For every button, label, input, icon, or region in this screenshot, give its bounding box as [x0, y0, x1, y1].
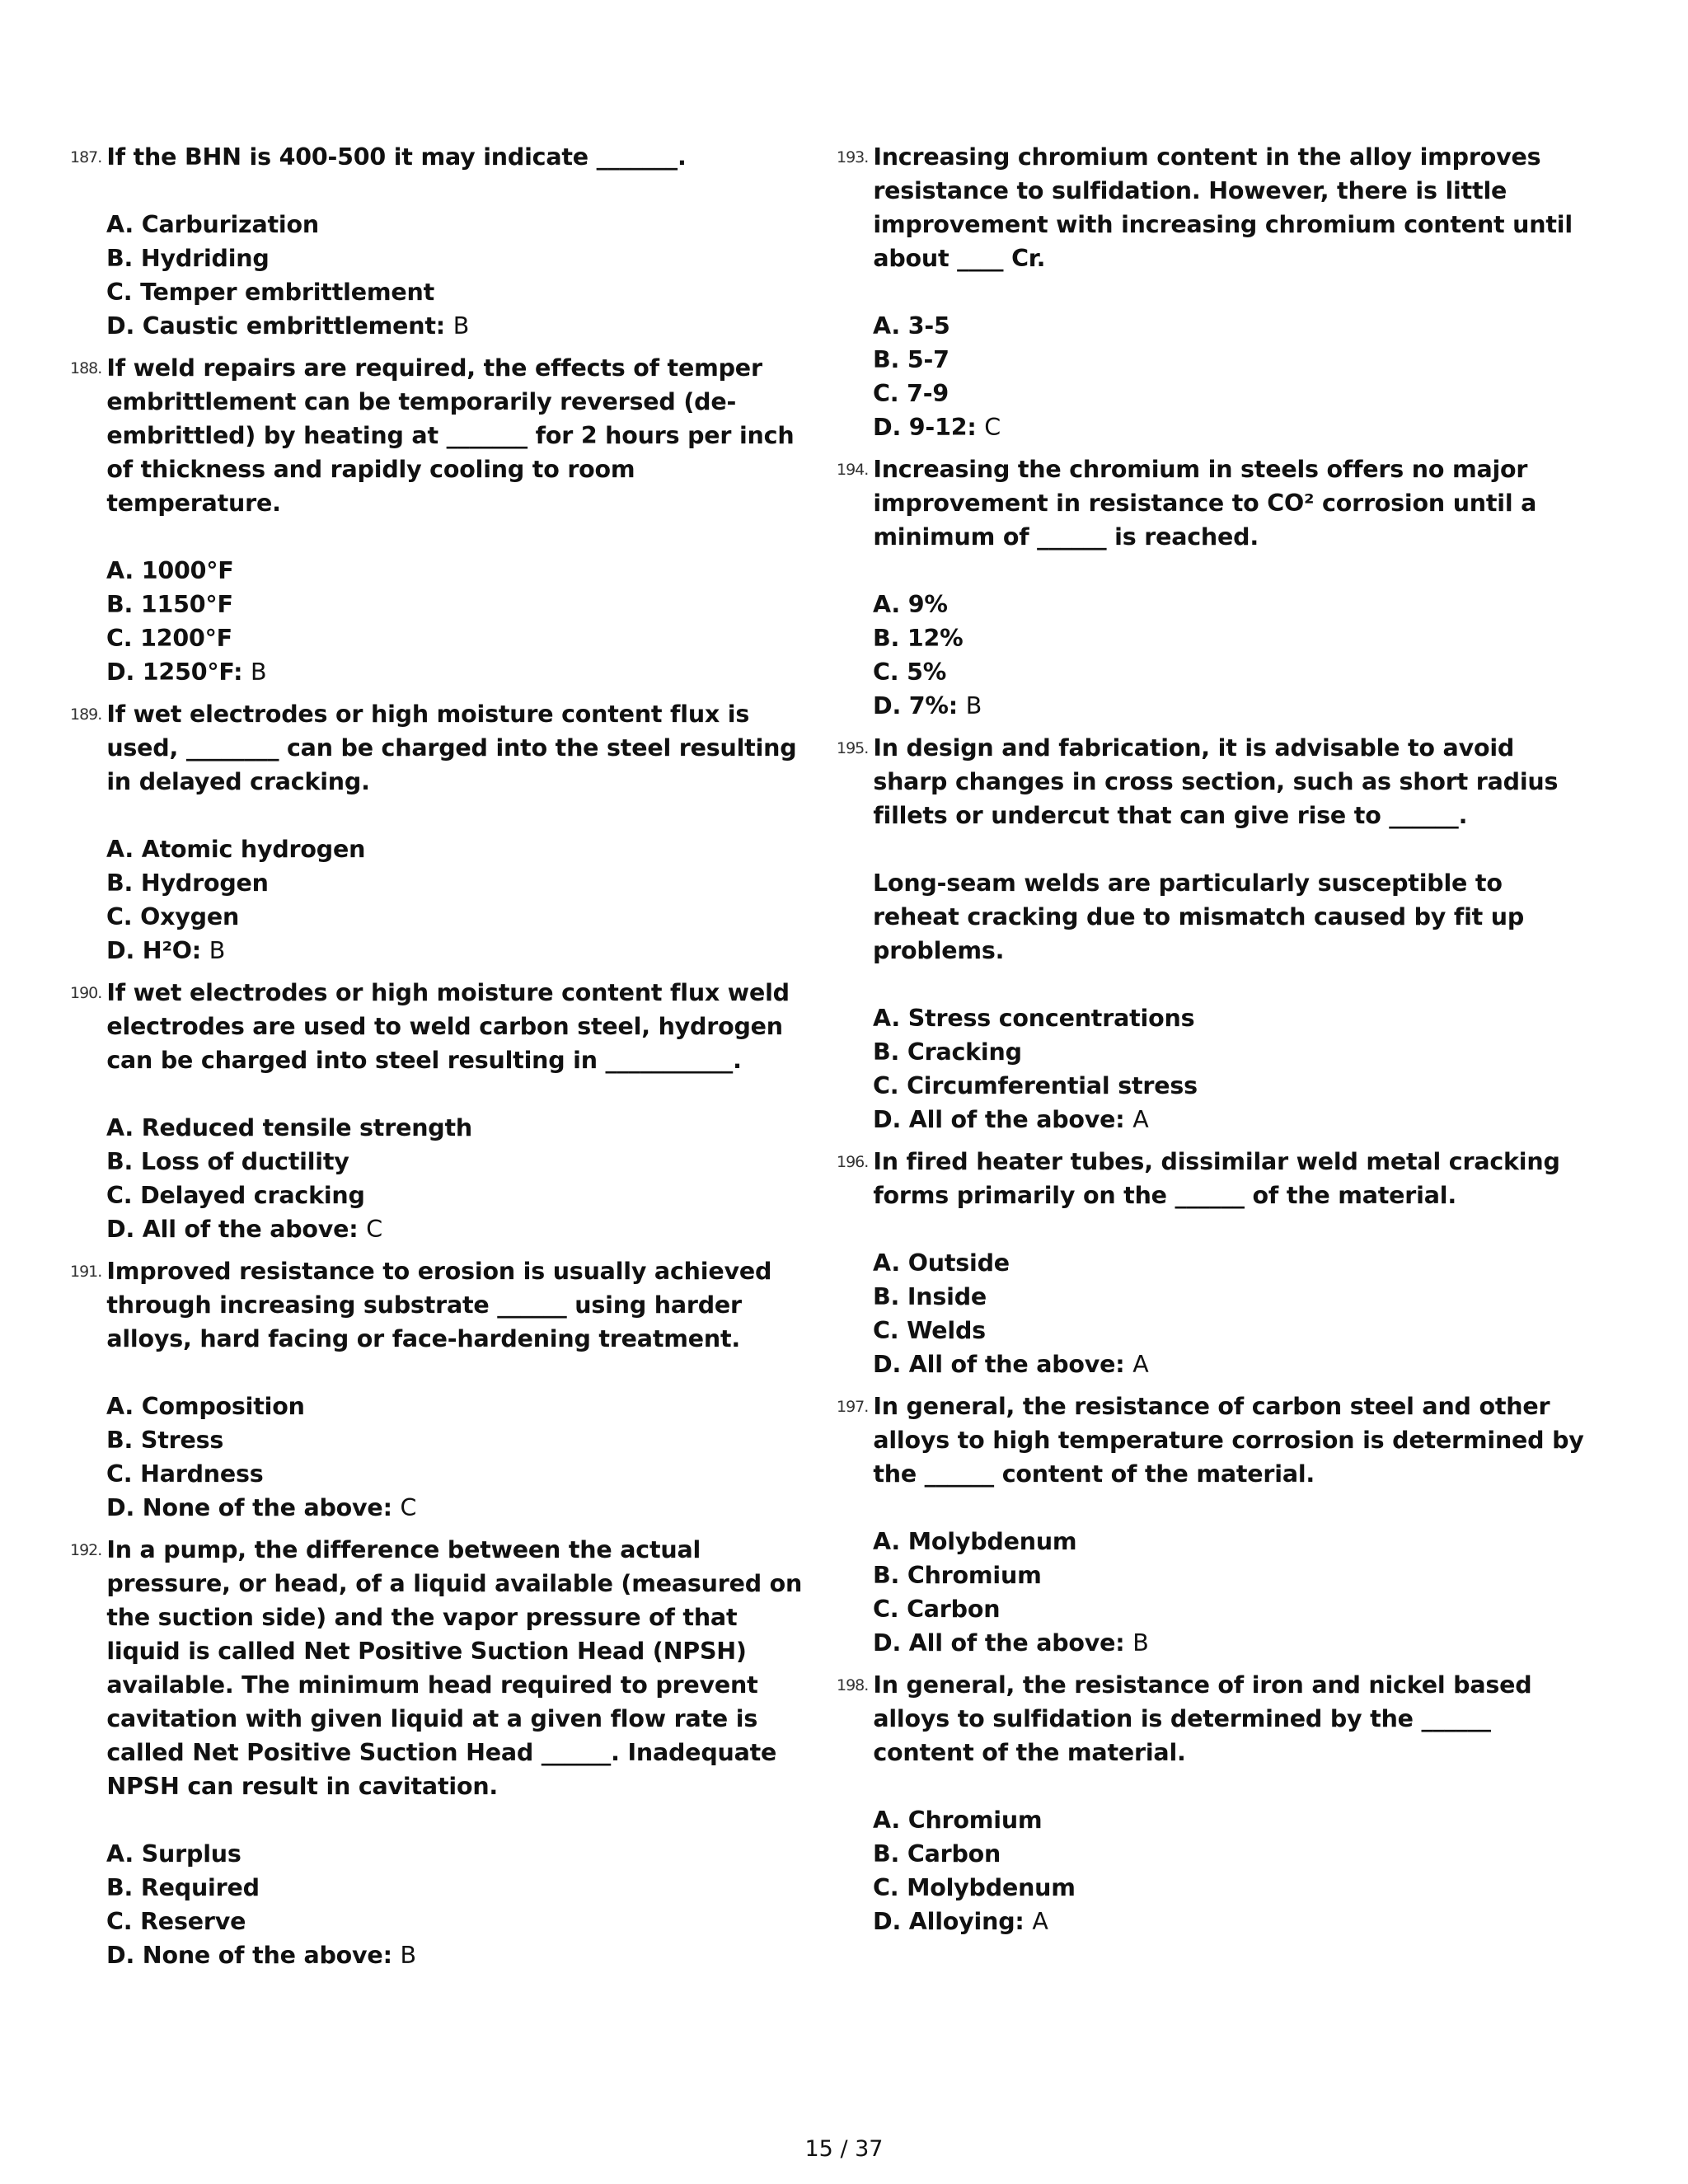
- option-item: A. Stress concentrations: [873, 1005, 1195, 1032]
- question-block: [837, 140, 1595, 444]
- question-body: [70, 1111, 804, 1246]
- option-item: B. Cracking: [873, 1038, 1022, 1066]
- question-header: [837, 1145, 1595, 1212]
- question-body: [70, 832, 804, 968]
- option-item-with-answer: [106, 1212, 804, 1246]
- option-item: B. Inside: [873, 1283, 987, 1310]
- question-text: Increasing the chromium in steels offers no major improvement in resistance to CO² corrosion until a minimum of ______ is reached.: [873, 456, 1545, 551]
- option-label: D. 7%:: [873, 692, 958, 719]
- option-item: B. Loss of ductility: [106, 1148, 349, 1175]
- option-item: B. 1150°F: [106, 591, 233, 618]
- answer-key: C: [366, 1216, 382, 1243]
- option-item: B. Hydrogen: [106, 869, 269, 897]
- option-item-with-answer: [106, 934, 804, 968]
- question-text: If the BHN is 400-500 it may indicate _______.: [106, 143, 687, 171]
- answer-key: B: [251, 658, 267, 686]
- option-item: C. Molybdenum: [873, 1874, 1076, 1901]
- question-number: 195.: [837, 739, 869, 757]
- option-item: C. Reserve: [106, 1908, 246, 1935]
- question-number: 188.: [70, 359, 102, 377]
- question-number: 192.: [70, 1541, 102, 1559]
- option-item: B. Chromium: [873, 1562, 1042, 1589]
- left-column: [70, 140, 810, 1980]
- option-label: D. None of the above:: [106, 1494, 392, 1521]
- question-number: 191.: [70, 1263, 102, 1281]
- option-item: C. 1200°F: [106, 625, 232, 652]
- option-item: A. 1000°F: [106, 557, 234, 584]
- question-body: [837, 588, 1595, 723]
- question-header: [70, 976, 804, 1077]
- option-item: C. 7-9: [873, 380, 949, 407]
- option-item-with-answer: [873, 1905, 1595, 1938]
- question-number: 193.: [837, 148, 869, 166]
- question-number: 187.: [70, 148, 102, 166]
- option-item: B. Required: [106, 1874, 260, 1901]
- question-header: [70, 697, 804, 799]
- question-body: [70, 208, 804, 343]
- option-item-with-answer: [873, 410, 1595, 444]
- question-number: 190.: [70, 984, 102, 1002]
- option-label: D. 1250°F:: [106, 658, 243, 686]
- option-item-with-answer: [873, 1347, 1595, 1381]
- options-list: [106, 1390, 804, 1525]
- question-header: [70, 1533, 810, 1803]
- question-block: [70, 976, 804, 1246]
- option-label: D. All of the above:: [106, 1216, 359, 1243]
- option-item: C. Circumferential stress: [873, 1072, 1198, 1099]
- question-header: [70, 140, 804, 174]
- option-item: A. Outside: [873, 1249, 1010, 1277]
- options-list: [106, 554, 804, 689]
- question-body: [837, 309, 1595, 444]
- answer-key: C: [400, 1494, 417, 1521]
- option-item: C. Carbon: [873, 1596, 1001, 1623]
- option-label: D. All of the above:: [873, 1629, 1125, 1657]
- option-item-with-answer: [106, 1491, 804, 1525]
- question-header: [70, 351, 804, 520]
- question-block: [70, 697, 804, 968]
- option-item: C. Welds: [873, 1317, 986, 1344]
- option-label: D. H²O:: [106, 937, 201, 964]
- question-body: [837, 1803, 1595, 1938]
- options-list: [873, 1246, 1595, 1381]
- option-item-with-answer: [873, 1103, 1595, 1137]
- question-text: In fired heater tubes, dissimilar weld metal cracking forms primarily on the ______ of the material.: [873, 1148, 1568, 1209]
- option-item: A. Composition: [106, 1393, 305, 1420]
- answer-key: C: [984, 414, 1001, 441]
- question-body: [837, 1246, 1595, 1381]
- question-body: [70, 1390, 804, 1525]
- option-item: C. Delayed cracking: [106, 1182, 365, 1209]
- option-item: C. 5%: [873, 658, 947, 686]
- option-item: A. Chromium: [873, 1807, 1043, 1834]
- question-text: Increasing chromium content in the alloy improves resistance to sulfidation. However, there is little improvement with increasing chromium content until about ____ Cr.: [873, 143, 1581, 272]
- question-header: [837, 452, 1595, 554]
- option-label: D. Alloying:: [873, 1908, 1025, 1935]
- question-block: [837, 452, 1595, 723]
- answer-key: B: [209, 937, 226, 964]
- question-block: [70, 351, 804, 689]
- option-label: D. All of the above:: [873, 1351, 1125, 1378]
- question-body: [837, 866, 1595, 1137]
- option-item: B. Stress: [106, 1427, 224, 1454]
- question-header: [837, 1390, 1595, 1491]
- option-item: B. 12%: [873, 625, 964, 652]
- question-text: In design and fabrication, it is advisable to avoid sharp changes in cross section, such as short radius fillets or undercut that can give rise to ______.: [873, 734, 1567, 829]
- answer-key: A: [1132, 1351, 1149, 1378]
- question-text: In a pump, the difference between the actual pressure, or head, of a liquid available (measured on the suction side) and the vapor pressure of that liquid is called Net Positive Suction Head (NPSH) available. The minimum head required to prevent cavitation with given liquid at a given flow rate is called Net Positive Suction Head ______. Inadequate NPSH can result in cavitation.: [106, 1536, 810, 1800]
- answer-key: B: [452, 312, 470, 340]
- right-column: [837, 140, 1595, 1947]
- answer-key: B: [965, 692, 982, 719]
- options-list: [873, 309, 1595, 444]
- option-item: B. 5-7: [873, 346, 950, 373]
- question-header: [837, 1668, 1595, 1769]
- options-list: [106, 1111, 804, 1246]
- question-text: Improved resistance to erosion is usually achieved through increasing substrate ______ using harder alloys, hard facing or face-hardening treatment.: [106, 1258, 780, 1352]
- option-item: A. 3-5: [873, 312, 950, 340]
- question-number: 198.: [837, 1676, 869, 1694]
- option-item: A. 9%: [873, 591, 948, 618]
- question-block: [837, 1390, 1595, 1660]
- option-item: A. Reduced tensile strength: [106, 1114, 473, 1141]
- options-list: [873, 588, 1595, 723]
- question-number: 194.: [837, 461, 869, 479]
- question-body: [837, 1525, 1595, 1660]
- option-label: D. Caustic embrittlement:: [106, 312, 445, 340]
- option-item: B. Hydriding: [106, 245, 270, 272]
- question-block: [837, 1668, 1595, 1938]
- question-body: [70, 1837, 804, 1972]
- option-label: D. All of the above:: [873, 1106, 1125, 1133]
- option-item: C. Oxygen: [106, 903, 240, 930]
- options-list: [873, 1525, 1595, 1660]
- options-list: [106, 832, 804, 968]
- question-header: [837, 140, 1595, 275]
- option-item-with-answer: [873, 689, 1595, 723]
- question-number: 189.: [70, 705, 102, 724]
- option-item: A. Molybdenum: [873, 1528, 1077, 1555]
- option-item-with-answer: [106, 309, 804, 343]
- option-item: B. Carbon: [873, 1840, 1001, 1868]
- option-item-with-answer: [873, 1626, 1595, 1660]
- question-text: If wet electrodes or high moisture content flux is used, ________ can be charged into the steel resulting in delayed cracking.: [106, 701, 805, 795]
- question-header: [837, 731, 1595, 832]
- options-list: [106, 1837, 804, 1972]
- option-label: D. 9-12:: [873, 414, 977, 441]
- option-item: C. Temper embrittlement: [106, 279, 434, 306]
- answer-key: A: [1032, 1908, 1048, 1935]
- question-block: [837, 1145, 1595, 1381]
- question-text: If weld repairs are required, the effects of temper embrittlement can be temporarily reversed (de-embrittled) by heating at _______ for 2 hours per inch of thickness and rapidly cooling to room temperature.: [106, 354, 803, 517]
- options-list: [873, 1001, 1595, 1137]
- question-block: [70, 1533, 810, 1972]
- option-item: A. Atomic hydrogen: [106, 836, 366, 863]
- option-item: C. Hardness: [106, 1460, 264, 1488]
- question-block: [70, 1254, 804, 1525]
- question-body: [70, 554, 804, 689]
- answer-key: B: [1132, 1629, 1149, 1657]
- option-item-with-answer: [106, 655, 804, 689]
- question-note: Long-seam welds are particularly susceptible to reheat cracking due to mismatch caused by fit up problems.: [873, 869, 1525, 964]
- question-block: [837, 731, 1595, 1137]
- option-item: A. Carburization: [106, 211, 319, 238]
- answer-key: B: [400, 1942, 416, 1969]
- question-number: 196.: [837, 1153, 869, 1171]
- option-label: D. None of the above:: [106, 1942, 392, 1969]
- question-block: [70, 140, 804, 343]
- page-number: 15 / 37: [804, 2136, 884, 2162]
- question-text: In general, the resistance of iron and nickel based alloys to sulfidation is determined by the ______ content of the material.: [873, 1671, 1540, 1766]
- question-text: If wet electrodes or high moisture content flux weld electrodes are used to weld carbon steel, hydrogen can be charged into steel resulting in ___________.: [106, 979, 798, 1074]
- answer-key: A: [1132, 1106, 1149, 1133]
- question-header: [70, 1254, 804, 1356]
- options-list: [106, 208, 804, 343]
- question-number: 197.: [837, 1398, 869, 1416]
- option-item-with-answer: [106, 1938, 804, 1972]
- question-text: In general, the resistance of carbon steel and other alloys to high temperature corrosion is determined by the ______ content of the material.: [873, 1393, 1592, 1488]
- option-item: A. Surplus: [106, 1840, 241, 1868]
- options-list: [873, 1803, 1595, 1938]
